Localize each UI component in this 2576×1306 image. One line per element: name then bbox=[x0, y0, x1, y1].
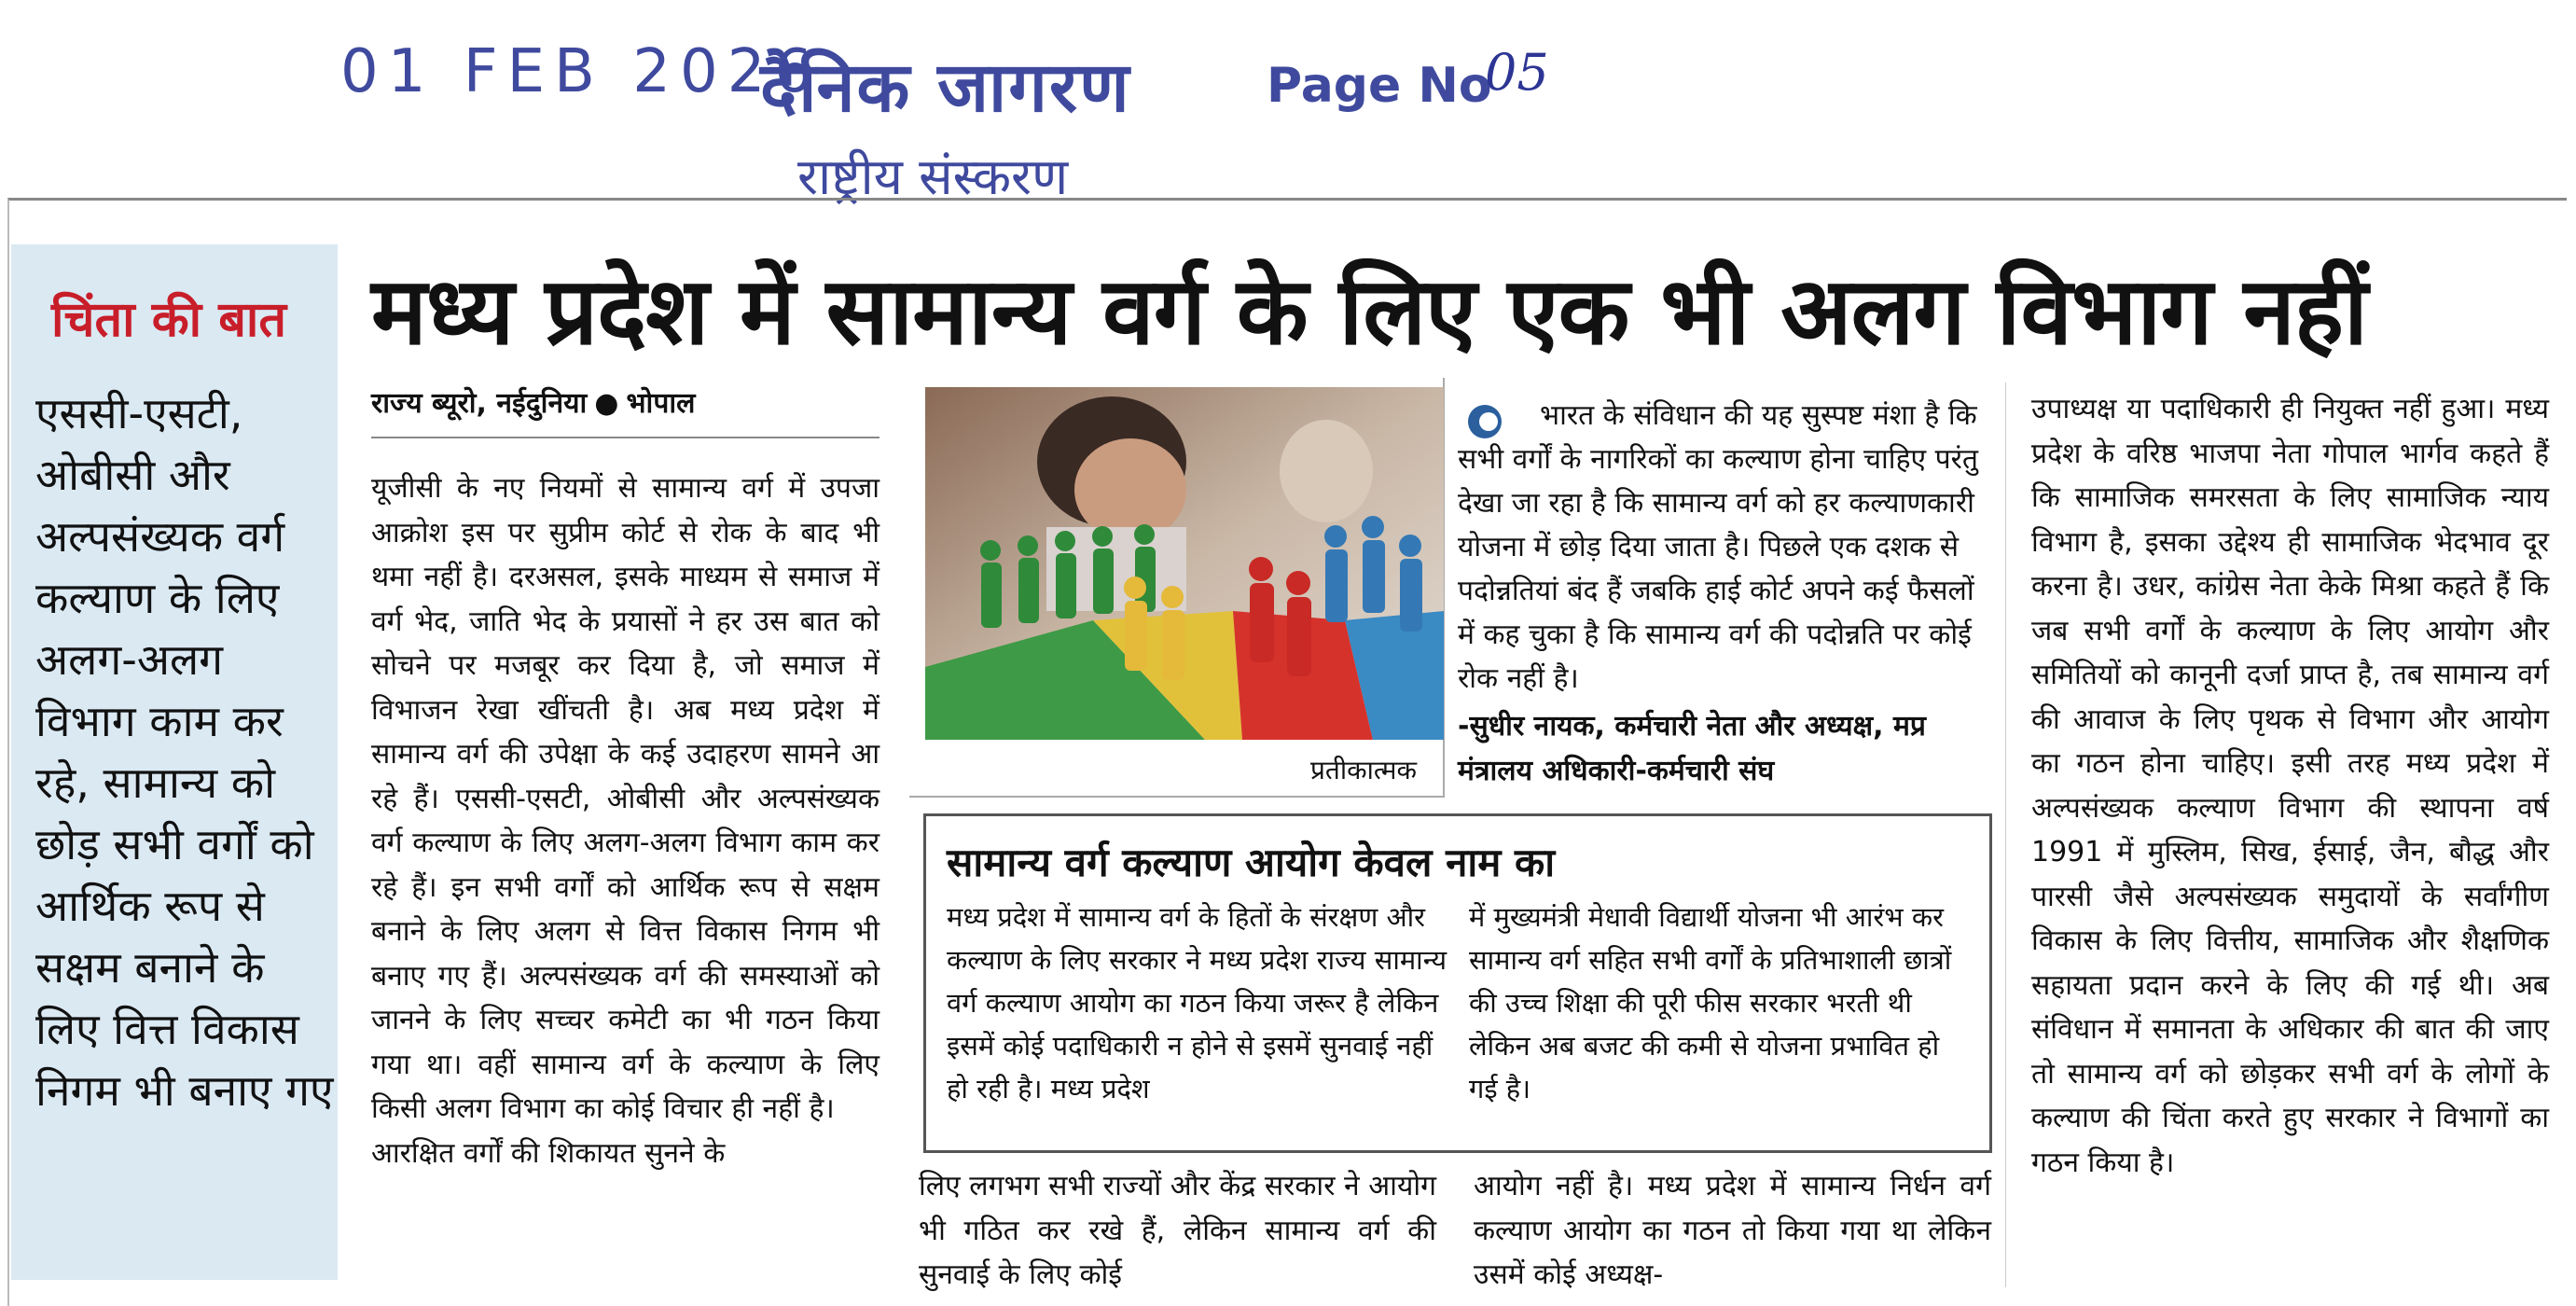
stamp-page-label: Page No bbox=[1267, 58, 1492, 114]
box-title: सामान्य वर्ग कल्याण आयोग केवल नाम का bbox=[947, 840, 1556, 885]
box-column-1: मध्य प्रदेश में सामान्य वर्ग के हितों के संरक्षण और कल्याण के लिए सरकार ने मध्य प्रदेश राज्य सामान्य वर्ग कल्याण आयोग का गठन किया जरूर है लेकिन इसमें कोई पदाधिकारी न होने से इसमें सुनवाई नहीं हो रही है। मध्य प्रदेश bbox=[947, 901, 1447, 1105]
article-column-2: लिए लगभग सभी राज्यों और केंद्र सरकार ने आयोग भी गठित कर रखे हैं, लेकिन सामान्य वर्ग की सुनवाई के लिए कोई bbox=[919, 1170, 1436, 1291]
article-column-4: उपाध्यक्ष या पदाधिकारी ही नियुक्त नहीं हुआ। मध्य प्रदेश के वरिष्ठ भाजपा नेता गोपाल भार्गव कहते हैं कि सामाजिक समरसता के लिए सामाजिक न्याय विभाग है, इसका उद्देश्य ही सामाजिक भेदभाव दूर करना है। उधर, कांग्रेस नेता केके मिश्रा कहते हैं कि जब सभी वर्गों के कल्याण के लिए आयोग और समितियों को कानूनी दर्जा प्राप्त है, तब सामान्य वर्ग की आवाज के लिए पृथक से विभाग और आयोग का गठन होना चाहिए। इसी तरह मध्य प्रदेश में अल्पसंख्यक कल्याण विभाग की स्थापना वर्ष 1991 में मुस्लिम, सिख, ईसाई, जैन, बौद्ध और पारसी जैसे अल्पसंख्यक समुदायों के सर्वांगीण विकास के लिए वित्तीय, सामाजिक और शैक्षणिक सहायता प्रदान करने के लिए की गई थी। अब संविधान में समानता के अधिकार की बात की जाए तो सामान्य वर्ग को छोड़कर सभी वर्ग के लोगों के कल्याण की चिंता करते हुए सरकार ने विभागों का गठन किया है। bbox=[2031, 393, 2549, 1179]
byline-bureau: राज्य ब्यूरो, नईदुनिया bbox=[371, 387, 588, 420]
byline-place: भोपाल bbox=[626, 387, 696, 420]
article-column-3: आयोग नहीं है। मध्य प्रदेश में सामान्य निर्धन वर्ग कल्याण आयोग का गठन तो किया गया था लेकिन उसमें कोई अध्यक्ष- bbox=[1474, 1170, 1991, 1291]
stamp-page-number: 05 bbox=[1485, 43, 1549, 102]
sidebar-summary: एससी-एसटी, ओबीसी और अल्पसंख्यक वर्ग कल्याण के लिए अलग-अलग विभाग काम कर रहे, सामान्य को छोड़ सभी वर्गों को आर्थिक रूप से सक्षम बनाने के लिए वित्त विकास निगम भी बनाए गए bbox=[35, 388, 334, 1116]
illustration-people-figures bbox=[925, 387, 1444, 740]
stamp-newspaper-name: दैनिक जागरण bbox=[760, 48, 1131, 128]
sidebar-tag: चिंता की बात bbox=[51, 292, 287, 348]
stamp-edition: राष्ट्रीय संस्करण bbox=[797, 147, 1069, 206]
stamp-date: 01 FEB 2026 bbox=[340, 37, 823, 106]
quote-author: -सुधीर नायक, कर्मचारी नेता और अध्यक्ष, मप्र मंत्रालय अधिकारी-कर्मचारी संघ bbox=[1458, 710, 1926, 787]
divider bbox=[371, 437, 879, 438]
column-divider bbox=[2005, 382, 2006, 1287]
article-column-1: यूजीसी के नए नियमों से सामान्य वर्ग में उपजा आक्रोश इस पर सुप्रीम कोर्ट से रोक के बाद भी थमा नहीं है। दरअसल, इसके माध्यम से समाज में वर्ग भेद, जाति भेद के प्रयासों ने हर उस बात को सोचने पर मजबूर कर दिया है, जो समाज में विभाजन रेखा खींचती है। अब मध्य प्रदेश में सामान्य वर्ग की उपेक्षा के कई उदाहरण सामने आ रहे हैं। एससी-एसटी, ओबीसी और अल्पसंख्यक वर्ग कल्याण के लिए अलग-अलग विभाग काम कर रहे हैं। इन सभी वर्गों को आर्थिक रूप से सक्षम बनाने के लिए अलग से वित्त विकास निगम भी बनाए गए हैं। अल्पसंख्यक वर्ग की समस्याओं को जानने के लिए सच्चर कमेटी का भी गठन किया गया था। वहीं सामान्य वर्ग के कल्याण के लिए किसी अलग विभाग का कोई विचार ही नहीं है। आरक्षित वर्गों की शिकायत सुनने के bbox=[371, 472, 879, 1170]
photo-caption: प्रतीकात्मक bbox=[1310, 755, 1418, 785]
quote-text: भारत के संविधान की यह सुस्पष्ट मंशा है कि सभी वर्गों के नागरिकों का कल्याण होना चाहिए परंतु देखा जा रहा है कि सामान्य वर्ग को हर कल्याणकारी योजना में छोड़ दिया जाता है। पिछले एक दशक से पदोन्नतियां बंद हैं जबकि हाई कोर्ट अपने कई फैसलों में कह चुका है कि सामान्य वर्ग की पदोन्नति पर कोई रोक नहीं है। bbox=[1458, 399, 1979, 695]
article-photo bbox=[925, 387, 1444, 740]
box-column-2: में मुख्यमंत्री मेधावी विद्यार्थी योजना भी आरंभ कर सामान्य वर्ग सहित सभी वर्गों के प्रतिभाशाली छात्रों की उच्च शिक्षा की पूरी फीस सरकार भरती थी लेकिन अब बजट की कमी से योजना प्रभावित हो गई है। bbox=[1469, 901, 1952, 1105]
bullet-icon: ● bbox=[594, 387, 619, 420]
headline: मध्य प्रदेश में सामान्य वर्ग के लिए एक भी अलग विभाग नहीं bbox=[371, 257, 2367, 366]
byline bbox=[371, 382, 695, 421]
